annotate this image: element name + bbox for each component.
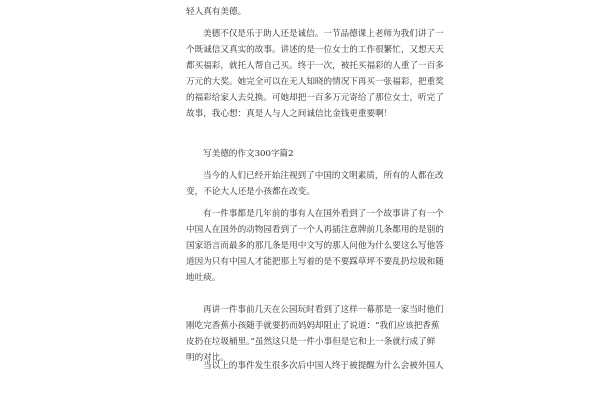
paragraph-3-line-1: 当今的人们已经开始注视到了中国的文明素质，所有的人都在改 xyxy=(203,171,444,181)
paragraph-2-line-6: 故事，我心想：真是人与人之间诚信比金钱更重要啊！ xyxy=(186,109,393,119)
paragraph-6-line-1: 当以上的事件发生很多次后中国人终于被提醒为什么会被外国人 xyxy=(203,361,444,371)
paragraph-5-line-2: 刚吃完香蕉小孩随手就要扔而妈妈却阻止了说道：“我们应该把香蕉 xyxy=(186,321,440,331)
paragraph-4-line-1: 有一件事都是几年前的事有人在国外看到了一个故事讲了有一个 xyxy=(203,209,444,219)
paragraph-4 xyxy=(186,206,444,286)
paragraph-5-line-1: 再讲一件事前几天在公园玩时看到了这样一幕那是一家当时他们 xyxy=(203,305,444,315)
paragraph-2-line-1: 美德不仅是乐于助人还是诚信。一节品德课上老师为我们讲了一 xyxy=(203,29,444,39)
paragraph-2-line-5: 的福彩给家人去兑换。可她却把一百多万元寄给了那位女士，听完了 xyxy=(186,93,444,103)
section-heading xyxy=(186,146,414,162)
paragraph-3 xyxy=(186,168,444,200)
paragraph-4-line-2: 中国人在国外的动物园看到了一个人再插注意牌前几条都用的是别的 xyxy=(186,225,444,235)
paragraph-3-line-2: 变，不论大人还是小孩都在改变。 xyxy=(186,187,315,197)
paragraph-6 xyxy=(186,358,444,374)
paragraph-5-line-4: 明的对比。 xyxy=(186,353,229,363)
paragraph-2-line-3: 都买福彩，就托人帮自己买。终于一次，被托买福彩的人重了一百多 xyxy=(186,61,444,71)
paragraph-1 xyxy=(186,4,414,20)
paragraph-4-line-4: 道因为只有中国人才能把那上写着的是不要踩草坪不要乱扔垃圾和随 xyxy=(186,257,444,267)
paragraph-2-line-2: 个既诚信又真实的故事。讲述的是一位女士的工作很繁忙，又想天天 xyxy=(186,45,444,55)
paragraph-4-line-5: 地吐痰。 xyxy=(186,273,221,283)
paragraph-1-line-1: 轻人真有美德。 xyxy=(186,7,247,17)
paragraph-2-line-4: 万元的大奖。她完全可以在无人知晓的情况下再买一张福彩，把重奖 xyxy=(186,77,444,87)
paragraph-2 xyxy=(186,26,444,122)
paragraph-4-line-3: 国家语言而最多的那几条是用中文写的那人问他为什么要这么写他答 xyxy=(186,241,444,251)
paragraph-5-line-3: 皮扔在垃圾桶里。”虽然这只是一件小事但是它和上一条就行成了鲜 xyxy=(186,337,436,347)
section-heading-text: 写美德的作文300字篇2 xyxy=(203,149,294,159)
